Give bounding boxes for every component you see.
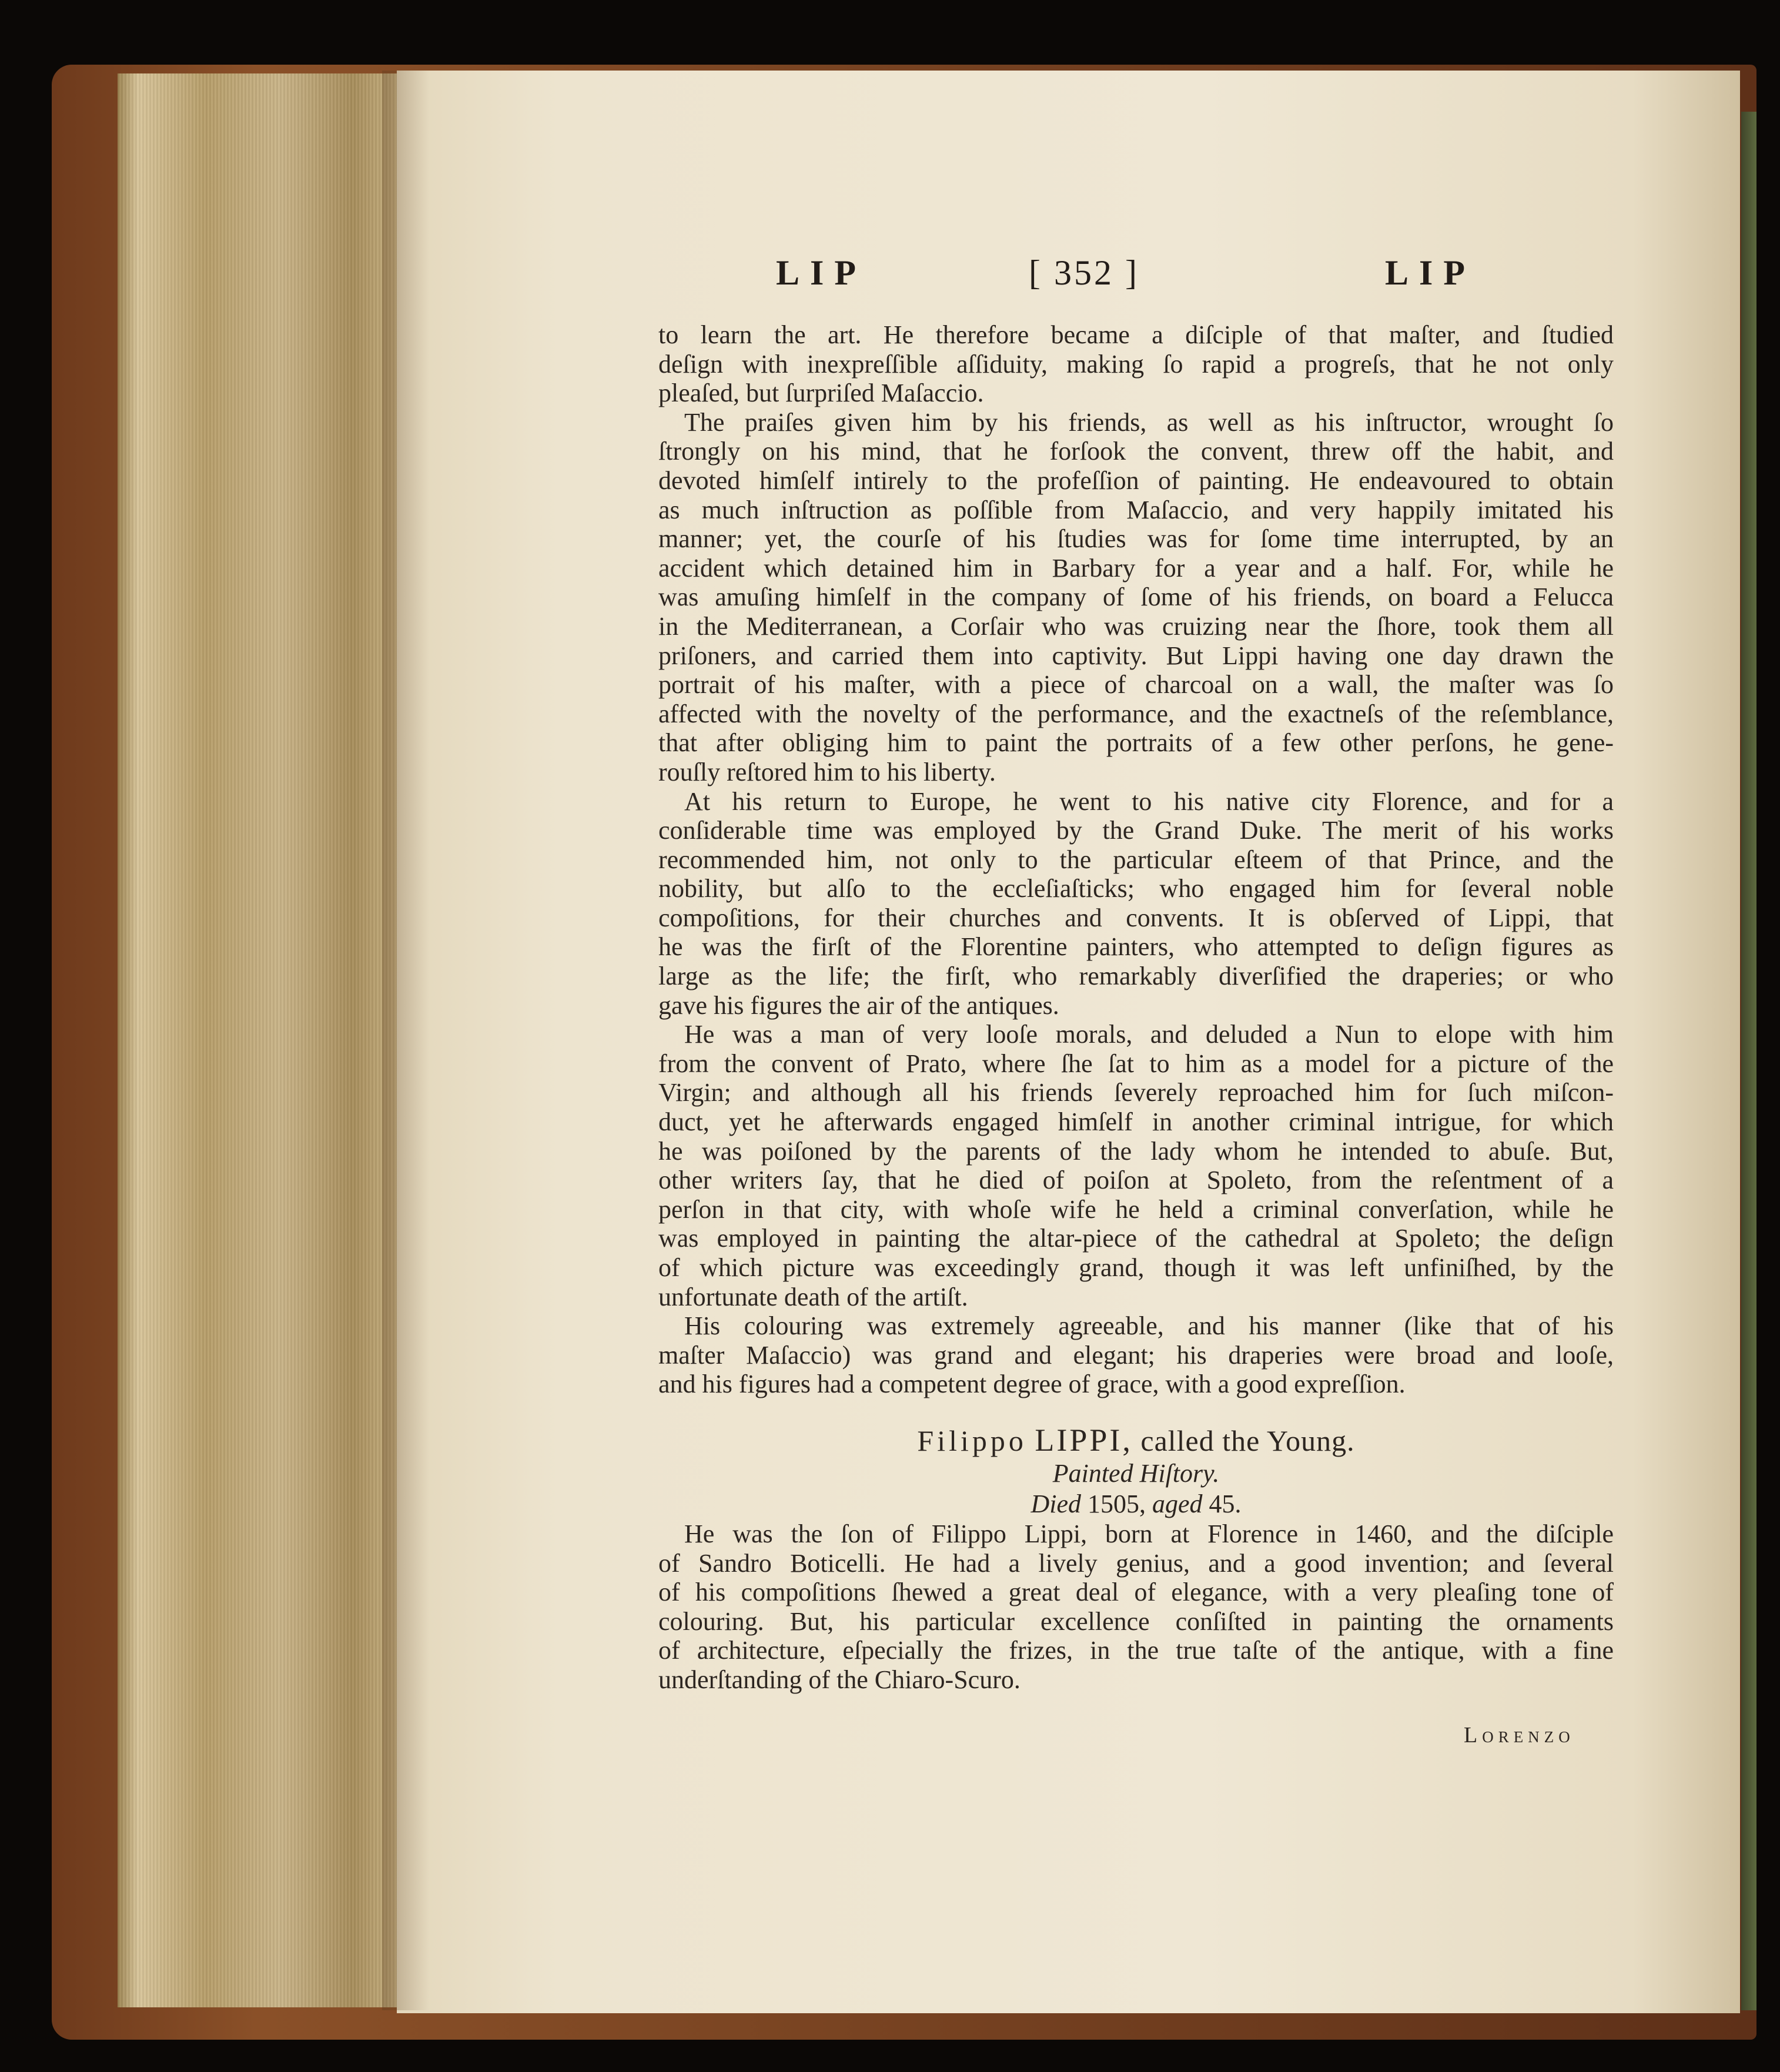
text-line: he was the firſt of the Florentine painters, who attempted to deſign figures as [658, 932, 1614, 962]
text-line: portrait of his maſter, with a piece of charcoal on a wall, the maſter was ſo [658, 670, 1614, 699]
aged-label: aged [1152, 1489, 1203, 1518]
text-line: His colouring was extremely agreeable, and his manner (like that of his [684, 1311, 1614, 1341]
text-line: Virgin; and although all his friends ſeverely reproached him for ſuch miſcon- [658, 1078, 1614, 1107]
text-line: unfortunate death of the artiſt. [658, 1282, 968, 1311]
text-line: deſign with inexpreſſible aſſiduity, making ſo rapid a progreſs, that he not only [658, 349, 1614, 379]
heading-first-name: Filippo [917, 1424, 1027, 1457]
paragraph [658, 787, 1614, 1020]
text-line: nobility, but alſo to the eccleſiaſticks; who engaged him for ſeveral noble [658, 874, 1614, 903]
running-head-left: LIP [776, 253, 867, 292]
text-line: he was poiſoned by the parents of the lady whom he intended to abuſe. But, [658, 1136, 1614, 1166]
text-line: of architecture, eſpecially the frizes, in the true taſte of the antique, with a fine [658, 1636, 1614, 1665]
text-line: rouſly reſtored him to his liberty. [658, 757, 996, 786]
text-line: colouring. But, his particular excellence conſiſted in painting the ornaments [658, 1606, 1614, 1636]
adjacent-page-edge [1741, 112, 1756, 2010]
text-line: devoted himſelf intirely to the profeſſion of painting. He endeavoured to obtain [658, 466, 1614, 495]
paragraph [658, 320, 1614, 408]
section-heading [658, 1422, 1614, 1458]
section-dates [658, 1489, 1614, 1519]
text-line: of his compoſitions ſhewed a great deal of elegance, with a very pleaſing tone of [658, 1578, 1614, 1607]
section-subtitle: Painted Hiſtory. [1052, 1458, 1220, 1488]
text-line: that after obliging him to paint the portraits of a few other perſons, he gene- [658, 728, 1614, 758]
text-line: of which picture was exceedingly grand, though it was left unfiniſhed, by the [658, 1253, 1614, 1282]
text-line: perſon in that city, with whoſe wife he held a criminal converſation, while he [658, 1194, 1614, 1224]
text-line: manner; yet, the courſe of his ſtudies was for ſome time interrupted, by an [658, 524, 1614, 554]
text-line: underſtanding of the Chiaro-Scuro. [658, 1665, 1021, 1694]
text-line: compoſitions, for their churches and convents. It is obſerved of Lippi, that [658, 903, 1614, 932]
running-head [776, 253, 1475, 300]
text-line: of Sandro Boticelli. He had a lively genius, and a good invention; and ſeveral [658, 1548, 1614, 1578]
text-line: priſoners, and carried them into captivity. But Lippi having one day drawn the [658, 641, 1614, 670]
page-gutter-shadow [382, 71, 429, 2010]
text-line: was amuſing himſelf in the company of ſome of his friends, on board a Felucca [658, 583, 1614, 612]
text-line: in the Mediterranean, a Corſair who was cruizing near the ſhore, took them all [658, 611, 1614, 641]
biography-paragraphs [658, 320, 1614, 1399]
text-line: pleaſed, but ſurpriſed Maſaccio. [658, 379, 984, 408]
section-paragraph [658, 1519, 1614, 1695]
text-line: He was a man of very looſe morals, and deluded a Nun to elope with him [684, 1020, 1614, 1049]
text-line: was employed in painting the altar-piece of the cathedral at Spoleto; the deſign [658, 1224, 1614, 1253]
text-line: He was the ſon of Filippo Lippi, born at Florence in 1460, and the diſciple [684, 1519, 1614, 1548]
text-line: The praiſes given him by his friends, as well as his inſtructor, wrought ſo [684, 407, 1614, 437]
text-line: as much inſtruction as poſſible from Maſaccio, and very happily imitated his [658, 495, 1614, 524]
aged-value: 45. [1209, 1489, 1242, 1518]
died-year: 1505, [1088, 1489, 1146, 1518]
text-line: and his figures had a competent degree of grace, with a good expreſſion. [658, 1370, 1406, 1399]
text-line: At his return to Europe, he went to his native city Florence, and for a [684, 786, 1614, 816]
page-number: [ 352 ] [1029, 253, 1139, 292]
text-line: to learn the art. He therefore became a diſciple of that maſter, and ſtudied [658, 320, 1614, 349]
text-line: from the convent of Prato, where ſhe ſat to him as a model for a picture of the [658, 1049, 1614, 1078]
heading-surname: LIPPI, [1035, 1422, 1133, 1458]
heading-epithet: called the Young. [1140, 1424, 1355, 1457]
text-line: conſiderable time was employed by the Grand Duke. The merit of his works [658, 816, 1614, 845]
text-line: maſter Maſaccio) was grand and elegant; his draperies were broad and looſe, [658, 1340, 1614, 1370]
paragraph [658, 1311, 1614, 1399]
page-edges [118, 73, 411, 2007]
paragraph [658, 408, 1614, 787]
died-label: Died [1030, 1489, 1081, 1518]
text-line: recommended him, not only to the particular eſteem of that Prince, and the [658, 845, 1614, 874]
text-line: duct, yet he afterwards engaged himſelf in another criminal intrigue, for which [658, 1107, 1614, 1137]
catchword: Lorenzo [1464, 1723, 1575, 1748]
text-line: other writers ſay, that he died of poiſon at Spoleto, from the reſentment of a [658, 1166, 1614, 1195]
running-head-right: LIP [1384, 253, 1475, 292]
text-line: affected with the novelty of the performance, and the exactneſs of the reſemblance, [658, 699, 1614, 728]
text-line: ſtrongly on his mind, that he forſook the convent, threw off the habit, and [658, 437, 1614, 466]
text-line: large as the life; the firſt, who remarkably diverſified the draperies; or who [658, 962, 1614, 991]
paragraph [658, 1020, 1614, 1311]
text-line: gave his figures the air of the antiques. [658, 990, 1059, 1020]
text-line: accident which detained him in Barbary for a year and a half. For, while he [658, 553, 1614, 583]
page-text [658, 320, 1614, 1695]
